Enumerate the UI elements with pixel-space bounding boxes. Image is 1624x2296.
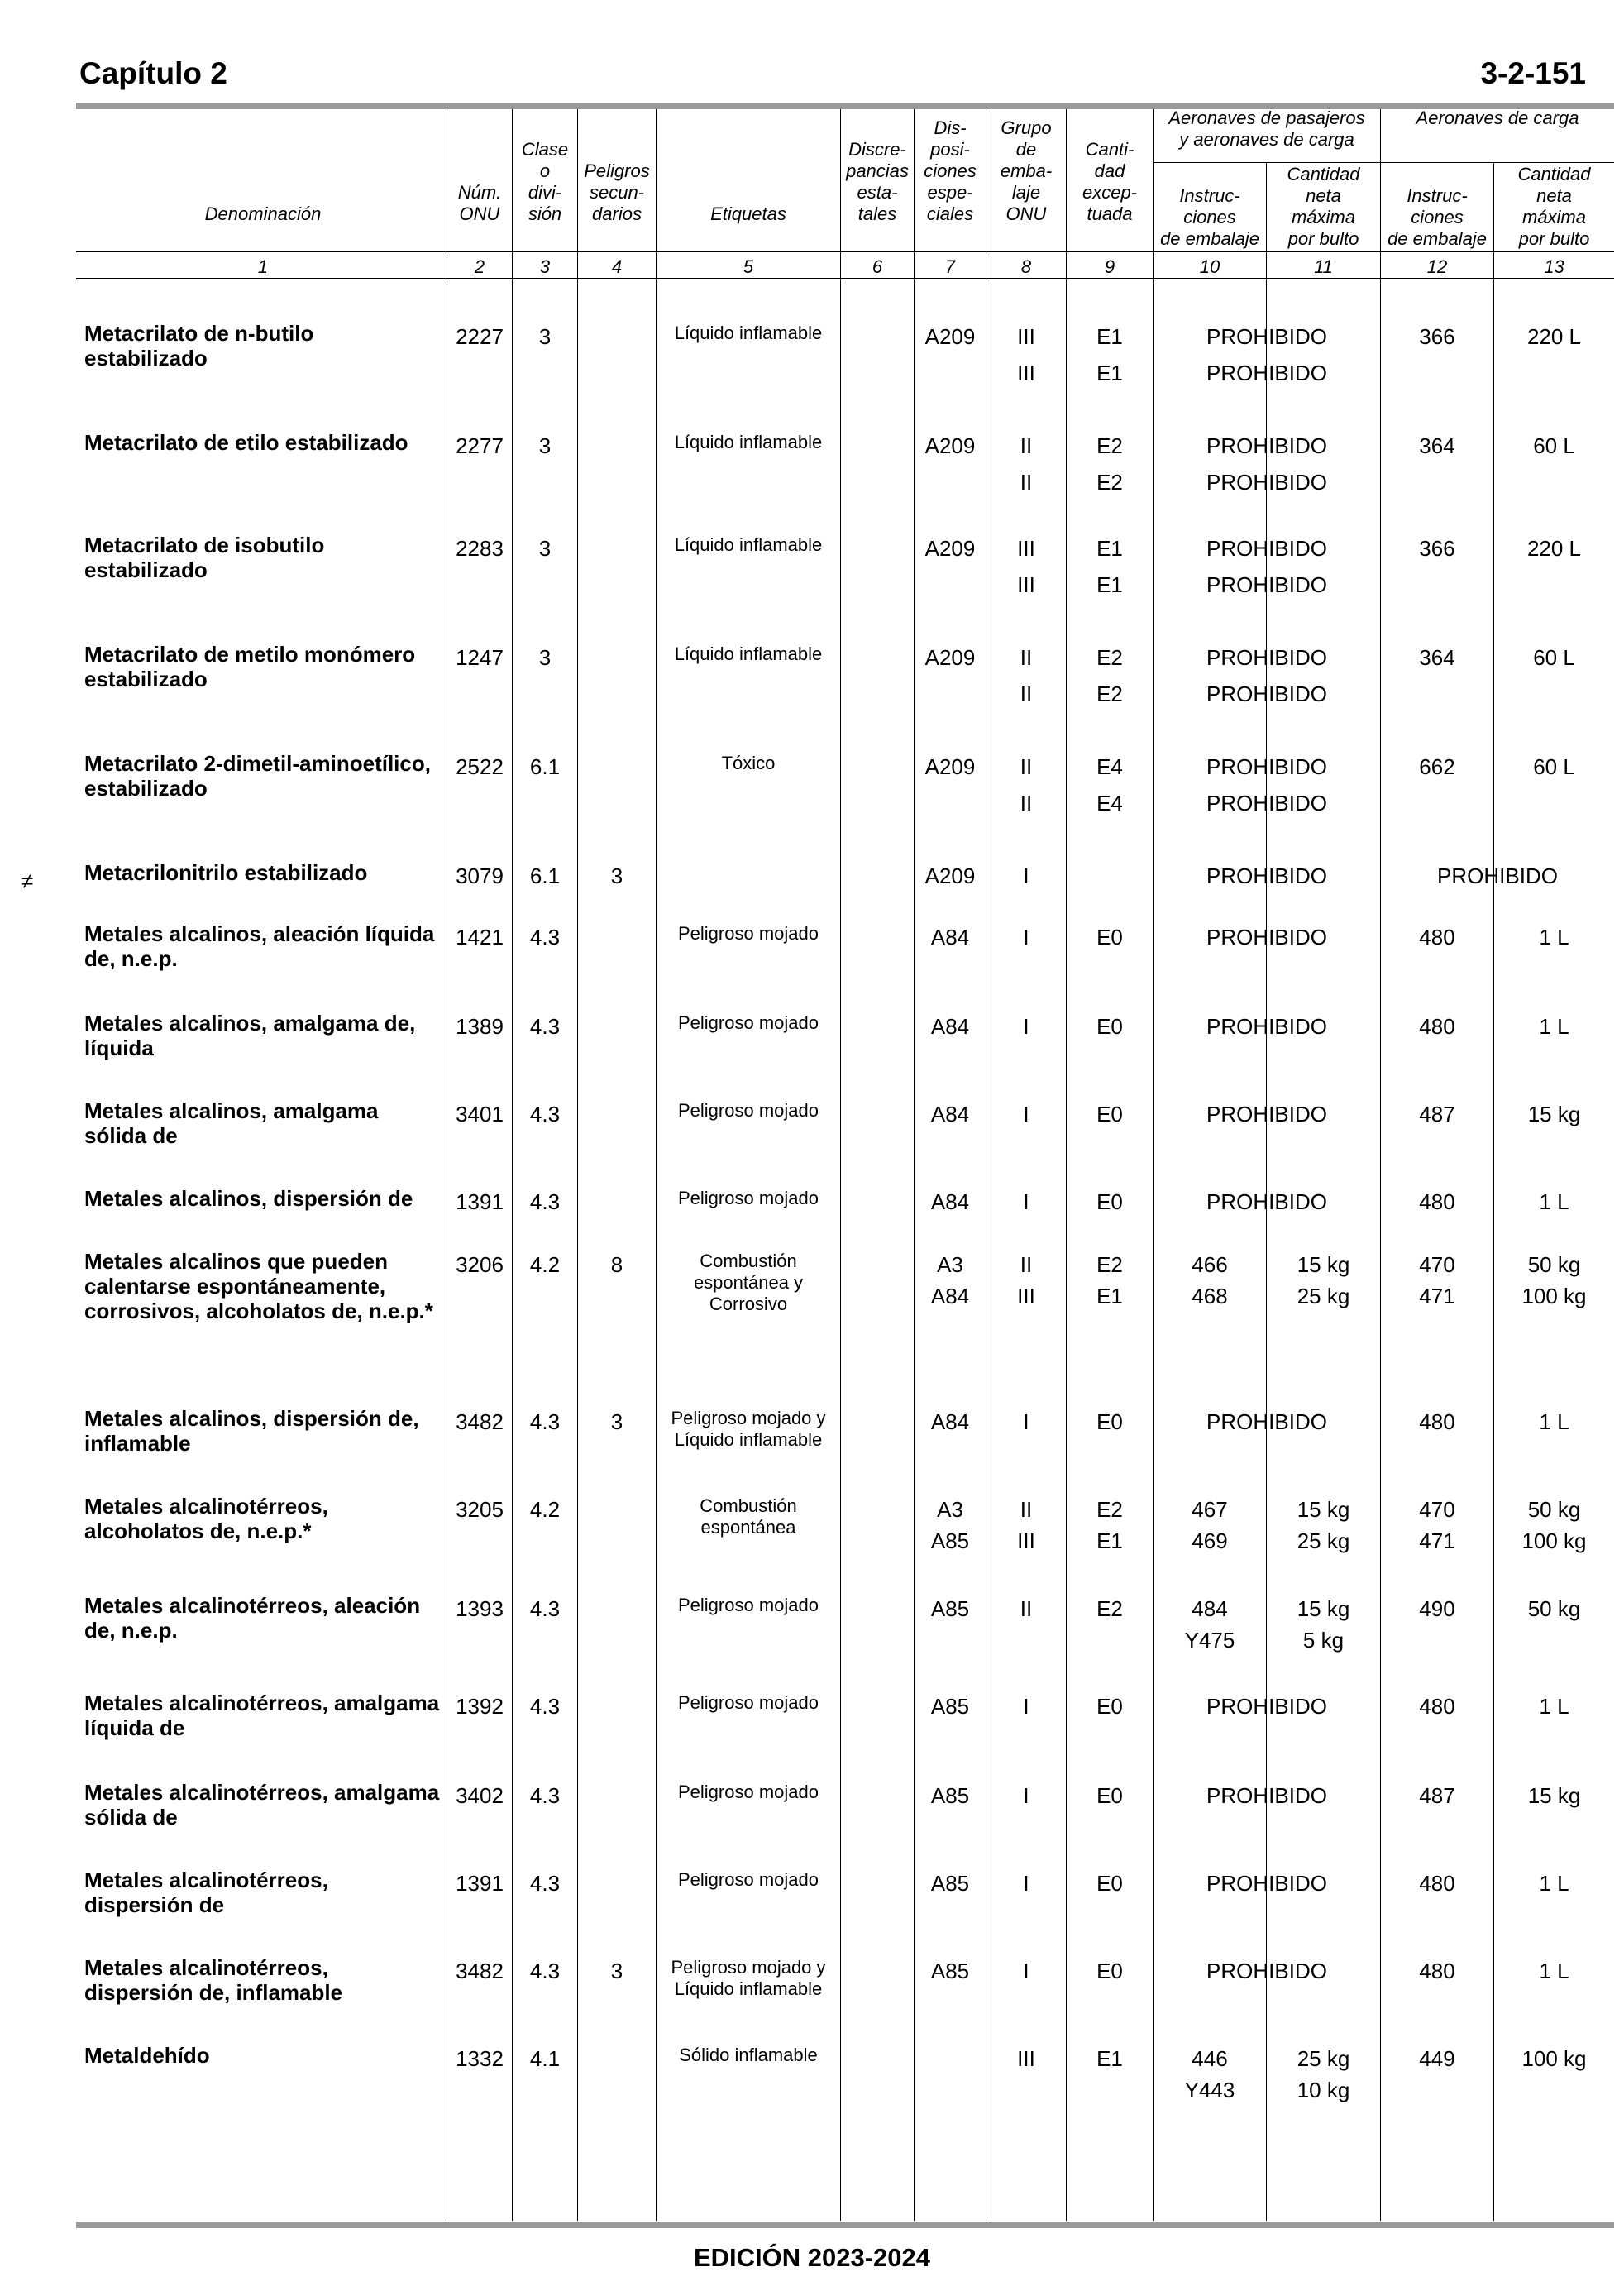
hazard-label: Peligroso mojado [678,1692,819,1713]
special-provision: A84 [930,1014,970,1039]
bottom-rule [76,2222,1614,2228]
cargo-max-quantity: 60 L [1533,645,1575,670]
col-header-cantidad-pax: Cantidad neta máxima por bulto [1287,164,1360,249]
passenger-prohibited: PROHIBIDO [1206,324,1327,349]
substance-name: Metales alcalinotérreos, dispersión de, inflamable [84,1955,343,2005]
chapter-title: Capítulo 2 [79,56,227,90]
hazard-label: Peligroso mojado y Líquido inflamable [671,1408,826,1450]
passenger-max-quantity: 5 kg [1302,1628,1345,1653]
passenger-max-quantity: 25 kg [1297,2046,1350,2071]
page-number: 3-2-151 [1480,56,1586,90]
hazard-class: 6.1 [529,863,561,888]
excepted-quantity: E0 [1096,1871,1123,1896]
column-number: 7 [944,256,956,277]
passenger-prohibited: PROHIBIDO [1206,1189,1327,1214]
passenger-prohibited: PROHIBIDO [1206,1871,1327,1896]
col-header-cantidad-exceptuada: Canti- dad excep- tuada [1082,139,1138,224]
excepted-quantity: E4 [1096,754,1123,779]
packing-group: I [1023,1783,1029,1808]
excepted-quantity: E1 [1096,572,1123,597]
edition-footer: EDICIÓN 2023-2024 [693,2243,931,2272]
excepted-quantity: E0 [1096,925,1123,949]
col-header-peligros: Peligros secun- darios [584,160,650,224]
passenger-prohibited: PROHIBIDO [1206,925,1327,949]
cargo-packing-instruction: 364 [1419,433,1455,458]
column-divider [577,109,578,2221]
special-provision: A209 [924,433,976,458]
hazard-class: 3 [538,645,552,670]
column-number: 6 [872,256,883,277]
packing-group: II [1020,433,1033,458]
excepted-quantity: E2 [1096,1252,1123,1277]
packing-group: II [1020,470,1033,495]
cargo-max-quantity: 15 kg [1527,1102,1581,1126]
passenger-prohibited: PROHIBIDO [1206,536,1327,561]
cargo-packing-instruction: 480 [1419,1189,1455,1214]
cargo-packing-instruction: 480 [1419,1871,1455,1896]
cargo-packing-instruction: 487 [1419,1102,1455,1126]
hazard-label: Peligroso mojado y Líquido inflamable [671,1957,826,1999]
excepted-quantity: E2 [1096,433,1123,458]
hazard-class: 4.2 [529,1252,561,1277]
excepted-quantity: E2 [1096,1596,1123,1621]
column-number: 12 [1426,256,1448,277]
column-number: 9 [1104,256,1115,277]
hazard-label: Tóxico [721,753,776,773]
passenger-prohibited: PROHIBIDO [1206,863,1327,888]
passenger-prohibited: PROHIBIDO [1206,791,1327,816]
un-number: 1332 [456,2046,504,2071]
hazard-label: Peligroso mojado [678,1188,819,1208]
substance-name: Metales alcalinos, aleación líquida de, n.e.p. [84,921,435,971]
passenger-prohibited: PROHIBIDO [1206,754,1327,779]
cargo-packing-instruction: 662 [1419,754,1455,779]
substance-name: Metales alcalinos que pueden calentarse espontáneamente, corrosivos, alcoholatos de, n.e.p.* [84,1249,433,1323]
special-provision: A209 [924,645,976,670]
cargo-max-quantity: 1 L [1539,925,1569,949]
packing-group: I [1023,1694,1029,1719]
passenger-prohibited: PROHIBIDO [1206,572,1327,597]
cargo-packing-instruction: 470 [1419,1497,1455,1522]
un-number: 2283 [456,536,504,561]
column-number: 13 [1544,256,1564,277]
column-number: 10 [1199,256,1220,277]
column-divider [914,109,915,2221]
hazard-label: Combustión espontánea y Corrosivo [693,1251,804,1314]
substance-name: Metacrilato 2-dimetil-aminoetílico, estabilizado [84,751,431,801]
special-provision: A84 [930,925,970,949]
col-header-carga: Aeronaves de carga [1416,108,1579,128]
passenger-prohibited: PROHIBIDO [1206,1783,1327,1808]
passenger-max-quantity: 25 kg [1297,1528,1350,1553]
col-header-pasajeros: Aeronaves de pasajeros y aeronaves de carga [1168,108,1365,150]
hazard-label: Peligroso mojado [678,1012,819,1033]
special-provision: A85 [930,1959,970,1983]
excepted-quantity: E2 [1096,1497,1123,1522]
col-header-cantidad-cao: Cantidad neta máxima por bulto [1517,164,1591,249]
un-number: 2522 [456,754,504,779]
cargo-max-quantity: 1 L [1539,1014,1569,1039]
column-divider [840,109,841,2221]
un-number: 1391 [456,1871,504,1896]
column-divider [512,109,513,2221]
col-header-disposiciones: Dis- posi- ciones espe- ciales [924,117,977,224]
excepted-quantity: E4 [1096,791,1123,816]
subsidiary-hazard: 3 [610,863,623,888]
cargo-packing-instruction: 480 [1419,1409,1455,1434]
cargo-packing-instruction: 480 [1419,925,1455,949]
excepted-quantity: E1 [1096,1528,1123,1553]
cargo-max-quantity: 1 L [1539,1409,1569,1434]
col-header-grupo: Grupo de emba- laje ONU [1000,117,1053,224]
cargo-packing-instruction: 471 [1419,1284,1455,1308]
special-provision: A209 [924,754,976,779]
hazard-class: 4.3 [529,1871,561,1896]
special-provision: A85 [930,1871,970,1896]
passenger-prohibited: PROHIBIDO [1206,470,1327,495]
substance-name: Metacrilato de isobutilo estabilizado [84,533,325,582]
passenger-packing-instruction: 469 [1192,1528,1228,1553]
col-header-instrucciones-cao: Instruc- ciones de embalaje [1388,185,1487,249]
special-provision: A3 [937,1252,963,1277]
excepted-quantity: E1 [1096,324,1123,349]
hazard-class: 4.3 [529,1409,561,1434]
hazard-label: Líquido inflamable [674,643,823,664]
special-provision: A84 [930,1409,970,1434]
cargo-max-quantity: 220 L [1526,324,1582,349]
column-number: 1 [257,256,269,277]
column-number: 11 [1314,256,1333,277]
excepted-quantity: E0 [1096,1694,1123,1719]
excepted-quantity: E0 [1096,1783,1123,1808]
substance-name: Metacrilato de etilo estabilizado [84,430,408,455]
excepted-quantity: E0 [1096,1014,1123,1039]
hazard-label: Sólido inflamable [679,2045,818,2065]
hazard-label: Líquido inflamable [674,534,823,555]
packing-group: III [1017,1284,1035,1308]
excepted-quantity: E0 [1096,1102,1123,1126]
cargo-packing-instruction: 366 [1419,536,1455,561]
cargo-packing-instruction: 487 [1419,1783,1455,1808]
column-number: 4 [611,256,623,277]
header-rule [1154,162,1614,163]
un-number: 3079 [456,863,504,888]
passenger-prohibited: PROHIBIDO [1206,645,1327,670]
excepted-quantity: E2 [1096,682,1123,706]
hazard-label: Peligroso mojado [678,1595,819,1615]
passenger-prohibited: PROHIBIDO [1206,1409,1327,1434]
passenger-packing-instruction: 484 [1192,1596,1228,1621]
hazard-class: 4.3 [529,1189,561,1214]
passenger-packing-instruction: 467 [1192,1497,1228,1522]
packing-group: III [1017,1528,1035,1553]
subsidiary-hazard: 3 [610,1959,623,1983]
special-provision: A209 [924,536,976,561]
substance-name: Metales alcalinotérreos, amalgama sólida de [84,1780,440,1830]
passenger-prohibited: PROHIBIDO [1206,1694,1327,1719]
substance-name: Metales alcalinos, dispersión de, inflamable [84,1406,419,1456]
col-header-num-onu: Núm. ONU [457,182,502,224]
passenger-packing-instruction: 466 [1192,1252,1228,1277]
un-number: 3401 [456,1102,504,1126]
substance-name: Metaldehído [84,2043,210,2068]
passenger-packing-instruction: Y475 [1184,1628,1235,1653]
passenger-packing-instruction: 468 [1192,1284,1228,1308]
passenger-prohibited: PROHIBIDO [1206,361,1327,385]
hazard-label: Peligroso mojado [678,923,819,944]
un-number: 1389 [456,1014,504,1039]
hazard-label: Líquido inflamable [674,432,823,452]
cargo-max-quantity: 100 kg [1521,2046,1587,2071]
cargo-packing-instruction: 480 [1419,1959,1455,1983]
hazard-class: 4.3 [529,1102,561,1126]
cargo-max-quantity: 50 kg [1527,1497,1581,1522]
passenger-prohibited: PROHIBIDO [1206,1959,1327,1983]
col-header-clase: Clase o divi- sión [521,139,569,224]
column-number: 2 [474,256,485,277]
substance-name: Metales alcalinotérreos, aleación de, n.e.p. [84,1593,421,1643]
packing-group: I [1023,1102,1029,1126]
hazard-label: Combustión espontánea [700,1495,797,1538]
cargo-packing-instruction: 366 [1419,324,1455,349]
special-provision: A84 [930,1102,970,1126]
passenger-packing-instruction: Y443 [1184,2078,1235,2102]
special-provision: A3 [937,1497,963,1522]
cargo-max-quantity: 1 L [1539,1189,1569,1214]
cargo-max-quantity: 15 kg [1527,1783,1581,1808]
substance-name: Metales alcalinotérreos, amalgama líquida de [84,1691,440,1740]
column-divider [1153,109,1154,2221]
cargo-packing-instruction: 480 [1419,1694,1455,1719]
excepted-quantity: E1 [1096,2046,1123,2071]
hazard-label: Peligroso mojado [678,1869,819,1890]
packing-group: III [1017,572,1035,597]
passenger-max-quantity: 15 kg [1297,1497,1350,1522]
excepted-quantity: E0 [1096,1409,1123,1434]
passenger-max-quantity: 25 kg [1297,1284,1350,1308]
cargo-max-quantity: 100 kg [1521,1284,1587,1308]
col-header-instrucciones-pax: Instruc- ciones de embalaje [1160,185,1259,249]
hazard-label: Peligroso mojado [678,1782,819,1802]
un-number: 2227 [456,324,504,349]
packing-group: I [1023,1409,1029,1434]
column-divider [1066,109,1067,2221]
packing-group: I [1023,863,1029,888]
excepted-quantity: E2 [1096,470,1123,495]
excepted-quantity: E0 [1096,1189,1123,1214]
cargo-max-quantity: 1 L [1539,1694,1569,1719]
excepted-quantity: E1 [1096,536,1123,561]
cargo-packing-instruction: 471 [1419,1528,1455,1553]
packing-group: III [1017,536,1035,561]
hazard-class: 4.3 [529,925,561,949]
hazard-class: 4.3 [529,1014,561,1039]
cargo-max-quantity: 50 kg [1527,1252,1581,1277]
special-provision: A85 [930,1596,970,1621]
hazard-class: 6.1 [529,754,561,779]
packing-group: I [1023,1014,1029,1039]
packing-group: II [1020,791,1033,816]
column-number: 5 [743,256,754,277]
cargo-packing-instruction: 364 [1419,645,1455,670]
cargo-max-quantity: 60 L [1533,433,1575,458]
hazard-label: Peligroso mojado [678,1100,819,1121]
substance-name: Metales alcalinos, amalgama sólida de [84,1098,379,1148]
substance-name: Metales alcalinos, amalgama de, líquida [84,1011,416,1060]
substance-name: Metacrilato de n-butilo estabilizado [84,321,314,371]
cargo-max-quantity: 50 kg [1527,1596,1581,1621]
col-header-etiquetas: Etiquetas [710,203,786,224]
passenger-max-quantity: 10 kg [1297,2078,1350,2102]
cargo-max-quantity: 1 L [1539,1959,1569,1983]
excepted-quantity: E1 [1096,361,1123,385]
packing-group: III [1017,2046,1035,2071]
change-marker: ≠ [21,868,34,893]
excepted-quantity: E2 [1096,645,1123,670]
cargo-max-quantity: 220 L [1526,536,1582,561]
un-number: 1391 [456,1189,504,1214]
special-provision: A209 [924,863,976,888]
subsidiary-hazard: 8 [610,1252,623,1277]
packing-group: II [1020,645,1033,670]
header-rule [76,251,1614,252]
packing-group: III [1017,361,1035,385]
passenger-prohibited: PROHIBIDO [1206,433,1327,458]
hazard-label: Líquido inflamable [674,323,823,343]
hazard-class: 4.3 [529,1783,561,1808]
un-number: 3402 [456,1783,504,1808]
special-provision: A84 [930,1189,970,1214]
hazard-class: 3 [538,536,552,561]
passenger-prohibited: PROHIBIDO [1206,1014,1327,1039]
substance-name: Metales alcalinotérreos, dispersión de [84,1868,328,1917]
hazard-class: 3 [538,324,552,349]
col-header-denominacion: Denominación [204,203,322,224]
un-number: 1393 [456,1596,504,1621]
packing-group: II [1020,1497,1033,1522]
substance-name: Metales alcalinos, dispersión de [84,1186,413,1211]
cargo-max-quantity: 100 kg [1521,1528,1587,1553]
special-provision: A209 [924,324,976,349]
special-provision: A85 [930,1694,970,1719]
special-provision: A85 [930,1528,970,1553]
passenger-packing-instruction: 446 [1192,2046,1228,2071]
special-provision: A84 [930,1284,970,1308]
un-number: 1392 [456,1694,504,1719]
un-number: 3482 [456,1409,504,1434]
column-number: 3 [539,256,551,277]
packing-group: I [1023,925,1029,949]
col-header-discrepancias: Discre- pancias esta- tales [846,139,909,224]
un-number: 3482 [456,1959,504,1983]
cargo-packing-instruction: 480 [1419,1014,1455,1039]
excepted-quantity: E0 [1096,1959,1123,1983]
substance-name: Metacrilonitrilo estabilizado [84,860,368,885]
special-provision: A85 [930,1783,970,1808]
cargo-packing-instruction: 490 [1419,1596,1455,1621]
packing-group: III [1017,324,1035,349]
hazard-class: 4.3 [529,1694,561,1719]
excepted-quantity: E1 [1096,1284,1123,1308]
packing-group: I [1023,1959,1029,1983]
passenger-prohibited: PROHIBIDO [1206,1102,1327,1126]
hazard-class: 4.2 [529,1497,561,1522]
packing-group: II [1020,682,1033,706]
hazard-class: 4.3 [529,1596,561,1621]
packing-group: II [1020,1252,1033,1277]
cargo-prohibited: PROHIBIDO [1437,863,1558,888]
hazard-class: 4.1 [529,2046,561,2071]
un-number: 1247 [456,645,504,670]
column-divider [1380,109,1381,2221]
un-number: 3206 [456,1252,504,1277]
column-number: 8 [1020,256,1032,277]
passenger-max-quantity: 15 kg [1297,1252,1350,1277]
un-number: 2277 [456,433,504,458]
un-number: 1421 [456,925,504,949]
cargo-packing-instruction: 470 [1419,1252,1455,1277]
hazard-class: 3 [538,433,552,458]
packing-group: I [1023,1189,1029,1214]
cargo-packing-instruction: 449 [1419,2046,1455,2071]
cargo-max-quantity: 1 L [1539,1871,1569,1896]
column-divider [656,109,657,2221]
packing-group: II [1020,1596,1033,1621]
hazard-class: 4.3 [529,1959,561,1983]
subsidiary-hazard: 3 [610,1409,623,1434]
substance-name: Metacrilato de metilo monómero estabilizado [84,642,416,691]
packing-group: I [1023,1871,1029,1896]
passenger-prohibited: PROHIBIDO [1206,682,1327,706]
cargo-max-quantity: 60 L [1533,754,1575,779]
packing-group: II [1020,754,1033,779]
header-rule [76,278,1614,279]
substance-name: Metales alcalinotérreos, alcoholatos de, n.e.p.* [84,1494,328,1543]
passenger-max-quantity: 15 kg [1297,1596,1350,1621]
un-number: 3205 [456,1497,504,1522]
